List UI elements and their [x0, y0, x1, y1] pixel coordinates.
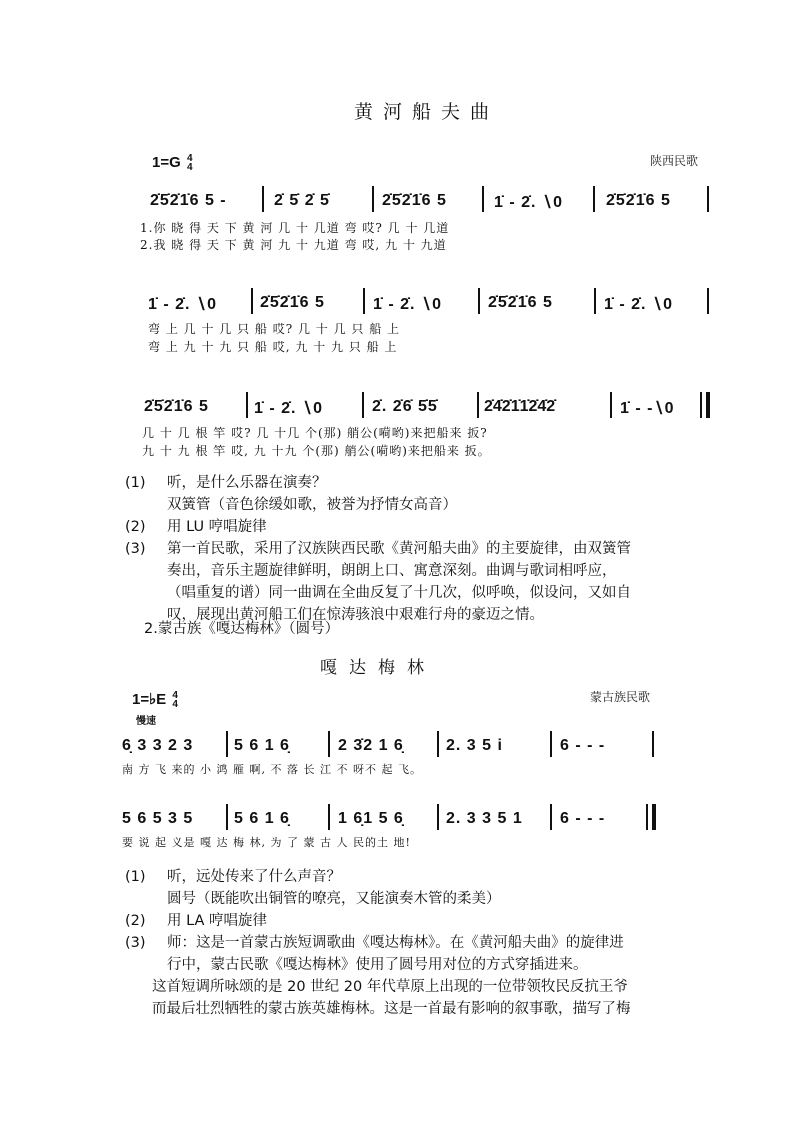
qa2-line: (2) 用 LA 哼唱旋律: [125, 913, 268, 929]
song1-lyric-row2-verse2: 弯 上 九 十 九 只 船 哎, 九 十 九 只 船 上: [148, 340, 398, 354]
measure: 2̇. 2̇6̇ 5̇5̇: [372, 398, 438, 415]
barline: [594, 288, 596, 314]
time-sig-bottom: 4: [186, 162, 193, 174]
song2-staff-row1: [122, 737, 662, 763]
measure: 1̇ - -∖0: [620, 400, 675, 417]
song2-source: 蒙古族民歌: [590, 690, 651, 704]
barline: [610, 392, 612, 418]
measure: 2̇ 5̇ 2̇ 5̇: [274, 192, 330, 209]
barline: [707, 186, 709, 212]
barline: [437, 804, 439, 830]
qa1-block: [125, 472, 685, 626]
qa1-line: 叹，展现出黄河船工们在惊涛骇浪中艰难行舟的豪迈之情。: [167, 607, 544, 623]
measure: 2̇5̇2̇1̇6 5: [382, 192, 447, 209]
barline: [593, 186, 595, 212]
measure: 5 6 1 6̣: [234, 810, 290, 827]
measure: 5 6 1 6̣: [234, 737, 290, 754]
measure: 1̇ - 2̇. ∖0: [604, 296, 673, 313]
song1-lyric-row3-verse2: 九 十 九 根 竿 哎, 九 十九 个(那) 艄公(嗬哟)来把船来 扳。: [142, 444, 491, 458]
song1-staff-row1: [150, 192, 710, 218]
final-barline: [700, 392, 702, 418]
final-barline-thick: [706, 392, 710, 418]
barline: [362, 392, 364, 418]
qa1-line: 双簧管（音色徐缓如歌，被誉为抒情女高音）: [167, 497, 457, 513]
measure: 1̇ - 2̇. ∖0: [148, 296, 217, 313]
barline: [652, 731, 654, 757]
qa2-line: 行中，蒙古民歌《嘎达梅林》使用了圆号用对位的方式穿插进来。: [167, 957, 588, 973]
qa1-line: (3) 第一首民歌，采用了汉族陕西民歌《黄河船夫曲》的主要旋律，由双簧管: [125, 541, 631, 557]
measure: 6 - - -: [560, 737, 606, 754]
barline: [477, 392, 479, 418]
song1-key: 1=G 4 4: [152, 153, 193, 174]
barline: [707, 288, 709, 314]
song1-lyric-row3-verse1: 几 十 几 根 竿 哎? 几 十几 个(那) 艄公(嗬哟)来把船来 扳?: [142, 426, 488, 440]
qa1-line: 奏出，音乐主题旋律鲜明，朗朗上口、寓意深刻。曲调与歌词相呼应，: [167, 563, 617, 579]
song1-staff-row2: [148, 294, 710, 320]
final-barline-thick: [652, 804, 656, 830]
barline: [372, 186, 374, 212]
barline: [246, 392, 248, 418]
qa1-line: （唱重复的谱）同一曲调在全曲反复了十几次，似呼唤，似设问，又如自: [167, 585, 631, 601]
qa1-line: (1) 听，是什么乐器在演奏？: [125, 475, 327, 491]
barline: [550, 804, 552, 830]
song2-key: 1=♭E 4 4: [132, 690, 178, 711]
measure: 1̇ - 2̇. ∖0: [254, 400, 323, 417]
barline: [478, 288, 480, 314]
song1-lyric-row2-verse1: 弯 上 几 十 几 只 船 哎? 几 十 几 只 船 上: [148, 322, 401, 336]
barline: [482, 186, 484, 212]
measure: 2 3̇2 1 6̣: [338, 737, 404, 754]
song2-tempo: 慢速: [136, 716, 156, 727]
song1-lyric-row1-verse2: 2.我 晓 得 天 下 黄 河 九 十 九道 弯 哎, 九 十 九道: [140, 238, 447, 252]
measure: 2̇5̇2̇1̇6 5: [144, 398, 209, 415]
barline: [328, 731, 330, 757]
barline: [550, 731, 552, 757]
final-barline: [646, 804, 648, 830]
barline: [363, 288, 365, 314]
barline: [328, 804, 330, 830]
measure: 2̇5̇2̇1̇6 5: [606, 192, 671, 209]
measure: 6 - - -: [560, 810, 606, 827]
song1-title: 黄河船夫曲: [354, 101, 500, 123]
barline: [262, 186, 264, 212]
measure: 2. 3 5 i: [446, 737, 503, 754]
measure: 2̇4̇2̇1̇1̇2̇4̇2̇: [484, 398, 556, 415]
measure: 1̇ - 2̇. ∖0: [494, 194, 563, 211]
song1-lyric-row1-verse1: 1.你 晓 得 天 下 黄 河 几 十 几道 弯 哎? 几 十 几道: [140, 221, 450, 235]
barline: [437, 731, 439, 757]
measure: 1̇ - 2̇. ∖0: [373, 296, 442, 313]
measure: 6̣ 3 3 2 3: [122, 737, 194, 754]
qa2-line: 圆号（既能吹出铜管的嘹亮，又能演奏木管的柔美）: [167, 891, 501, 907]
barline: [226, 804, 228, 830]
measure: 2. 3 3 5 1: [446, 810, 523, 827]
qa2-line: (1) 听，远处传来了什么声音？: [125, 869, 341, 885]
measure: 2̇5̇2̇1̇6 5 -: [150, 192, 227, 209]
song1-source: 陕西民歌: [650, 154, 699, 168]
qa1-line: (2) 用 LU 哼唱旋律: [125, 519, 267, 535]
song1-staff-row3: [144, 398, 710, 424]
time-sig-top: 4: [186, 153, 193, 165]
qa2-line: (3) 师：这是一首蒙古族短调歌曲《嘎达梅林》。在《黄河船夫曲》的旋律进: [125, 935, 624, 951]
paragraph-line: 这首短调所咏颂的是 20 世纪 20 年代草原上出现的一位带领牧民反抗王爷: [152, 979, 628, 995]
measure: 1 6̣1 5 6̣: [338, 810, 404, 827]
measure: 2̇5̇2̇1̇6 5: [260, 294, 325, 311]
closing-paragraph: [152, 976, 692, 1020]
song2-staff-row2: [122, 810, 662, 836]
measure: 5 6 5 3 5: [122, 810, 194, 827]
time-sig-bottom: 4: [172, 699, 178, 711]
qa2-block: [125, 866, 685, 976]
song2-title: 嘎达梅林: [320, 658, 436, 678]
barline: [226, 731, 228, 757]
paragraph-line: 而最后壮烈牺牲的蒙古族英雄梅林。这是一首最有影响的叙事歌，描写了梅: [152, 1001, 631, 1017]
song2-lyric-row2: 要 说 起 义是 嘎 达 梅 林, 为 了 蒙 古 人 民的土 地!: [122, 836, 411, 849]
barline: [251, 288, 253, 314]
measure: 2̇5̇2̇1̇6 5: [488, 294, 553, 311]
section2-heading: 2.蒙古族《嘎达梅林》（圆号）: [144, 621, 340, 637]
song2-lyric-row1: 南 方 飞 来的 小 鸿 雁 啊, 不 落 长 江 不 呀不 起 飞。: [122, 763, 422, 776]
time-sig-top: 4: [172, 690, 178, 702]
